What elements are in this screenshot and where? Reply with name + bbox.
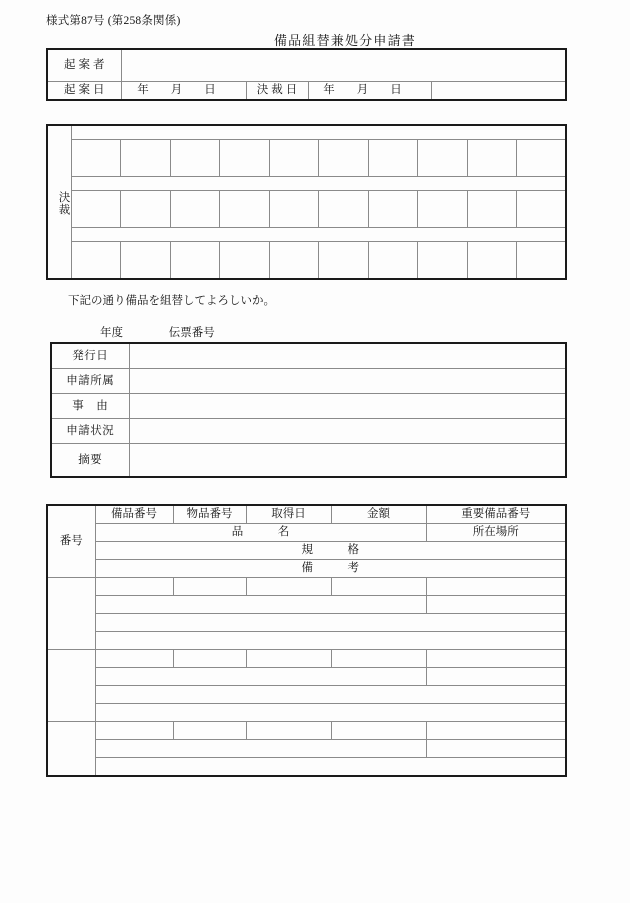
approval-stamp-cell[interactable] <box>418 191 468 228</box>
approval-stamp-cell[interactable] <box>368 140 418 177</box>
approval-strip-cell[interactable] <box>71 228 566 242</box>
date-part-day: 日 <box>204 84 216 97</box>
items-spec-cell[interactable] <box>95 686 566 704</box>
items-acquired-date-cell[interactable] <box>246 578 331 596</box>
approval-date-label: 決裁日 <box>246 82 308 101</box>
approval-stamp-cell[interactable] <box>418 242 468 280</box>
approval-stamp-cell[interactable] <box>368 242 418 280</box>
approval-strip-cell[interactable] <box>71 125 566 140</box>
info-row-label: 申請状況 <box>51 419 129 444</box>
items-acquired-date-cell[interactable] <box>246 722 331 740</box>
date-part-month: 月 <box>356 84 369 97</box>
items-acquired-date-cell[interactable] <box>246 650 331 668</box>
approval-stamp-cell[interactable] <box>467 191 517 228</box>
items-item-name-cell[interactable] <box>95 668 426 686</box>
table-row <box>47 740 566 758</box>
items-spec-header: 規 格 <box>95 542 566 560</box>
draft-table <box>46 48 567 101</box>
items-remarks-cell[interactable] <box>95 704 566 722</box>
table-row <box>47 632 566 650</box>
info-row-value[interactable] <box>129 419 566 444</box>
items-important-no-cell[interactable] <box>426 650 566 668</box>
date-part-month: 月 <box>170 84 183 97</box>
items-amount-cell[interactable] <box>331 578 426 596</box>
items-buppin-no-cell[interactable] <box>173 650 246 668</box>
table-row <box>47 242 566 280</box>
info-row-value[interactable] <box>129 444 566 478</box>
items-amount-cell[interactable] <box>331 650 426 668</box>
items-bihin-no-cell[interactable] <box>95 578 173 596</box>
approval-stamp-cell[interactable] <box>71 191 121 228</box>
items-column-header: 取得日 <box>246 505 331 524</box>
items-number-cell[interactable] <box>47 722 95 777</box>
approval-stamp-cell[interactable] <box>517 140 567 177</box>
items-buppin-no-cell[interactable] <box>173 578 246 596</box>
date-part-year: 年 <box>323 84 335 97</box>
approval-stamp-cell[interactable] <box>170 191 220 228</box>
approval-stamp-cell[interactable] <box>319 140 369 177</box>
items-location-cell[interactable] <box>426 740 566 758</box>
approval-stamp-cell[interactable] <box>467 140 517 177</box>
table-row <box>47 650 566 668</box>
table-row <box>47 82 566 101</box>
items-amount-cell[interactable] <box>331 722 426 740</box>
draft-date-field[interactable] <box>121 82 246 101</box>
table-row <box>47 686 566 704</box>
table-row <box>47 140 566 177</box>
approval-stamp-cell[interactable] <box>220 242 270 280</box>
table-row <box>47 505 566 524</box>
drafter-value-cell[interactable] <box>121 49 566 82</box>
approval-stamp-cell[interactable] <box>220 191 270 228</box>
table-row <box>47 704 566 722</box>
items-location-cell[interactable] <box>426 596 566 614</box>
table-row <box>51 444 566 478</box>
items-remarks-header: 備 考 <box>95 560 566 578</box>
application-info-table <box>50 342 567 478</box>
table-row <box>47 177 566 191</box>
table-row <box>47 524 566 542</box>
items-spec-cell[interactable] <box>95 614 566 632</box>
info-row-label: 事 由 <box>51 394 129 419</box>
approval-stamp-cell[interactable] <box>269 242 319 280</box>
items-column-header: 物品番号 <box>173 505 246 524</box>
info-row-label: 摘要 <box>51 444 129 478</box>
approval-stamp-cell[interactable] <box>517 191 567 228</box>
info-row-label: 発行日 <box>51 343 129 369</box>
table-row <box>47 49 566 82</box>
info-row-value[interactable] <box>129 369 566 394</box>
table-row <box>51 369 566 394</box>
table-row <box>47 191 566 228</box>
approval-stamp-cell[interactable] <box>220 140 270 177</box>
date-part-day: 日 <box>390 84 402 97</box>
instruction-text: 下記の通り備品を組替してよろしいか。 <box>68 295 275 307</box>
items-bihin-no-cell[interactable] <box>95 650 173 668</box>
table-row <box>47 542 566 560</box>
items-buppin-no-cell[interactable] <box>173 722 246 740</box>
items-remarks-cell[interactable] <box>95 632 566 650</box>
approval-grid-table <box>46 124 567 280</box>
items-important-no-cell[interactable] <box>426 722 566 740</box>
approval-date-field[interactable] <box>308 82 431 101</box>
table-row <box>51 394 566 419</box>
draft-extra-cell[interactable] <box>431 82 566 101</box>
items-bihin-no-cell[interactable] <box>95 722 173 740</box>
items-column-header: 金額 <box>331 505 426 524</box>
approval-stamp-cell[interactable] <box>319 191 369 228</box>
drafter-label: 起案者 <box>47 49 121 82</box>
approval-stamp-cell[interactable] <box>121 242 171 280</box>
items-item-name-header: 品 名 <box>95 524 426 542</box>
items-column-header: 備品番号 <box>95 505 173 524</box>
table-row <box>47 125 566 140</box>
items-location-cell[interactable] <box>426 668 566 686</box>
approval-stamp-cell[interactable] <box>418 140 468 177</box>
items-number-cell[interactable] <box>47 650 95 722</box>
table-row <box>47 560 566 578</box>
table-row <box>47 614 566 632</box>
table-row <box>47 596 566 614</box>
approval-stamp-cell[interactable] <box>71 242 121 280</box>
year-slip-line <box>100 324 215 340</box>
approval-stamp-cell[interactable] <box>170 242 220 280</box>
approval-stamp-cell[interactable] <box>368 191 418 228</box>
form-number: 様式第87号 (第258条関係) <box>46 15 181 27</box>
approval-strip-cell[interactable] <box>71 177 566 191</box>
year-label: 年度 <box>100 327 123 339</box>
approval-stamp-cell[interactable] <box>269 140 319 177</box>
approval-stamp-cell[interactable] <box>71 140 121 177</box>
items-important-no-cell[interactable] <box>426 578 566 596</box>
items-spec-cell[interactable] <box>95 758 566 777</box>
draft-date-label: 起案日 <box>47 82 121 101</box>
approval-stamp-cell[interactable] <box>121 140 171 177</box>
approval-stamp-cell[interactable] <box>269 191 319 228</box>
info-row-value[interactable] <box>129 343 566 369</box>
table-row <box>47 228 566 242</box>
approval-stamp-cell[interactable] <box>467 242 517 280</box>
document-title: 備品組替兼処分申請書 <box>273 33 416 48</box>
table-row <box>47 578 566 596</box>
items-number-cell[interactable] <box>47 578 95 650</box>
table-row <box>47 758 566 777</box>
table-row <box>51 343 566 369</box>
items-item-name-cell[interactable] <box>95 596 426 614</box>
items-location-header: 所在場所 <box>426 524 566 542</box>
table-row <box>47 668 566 686</box>
approval-grid-label: 決裁 <box>47 125 71 279</box>
approval-stamp-cell[interactable] <box>517 242 567 280</box>
items-item-name-cell[interactable] <box>95 740 426 758</box>
approval-stamp-cell[interactable] <box>319 242 369 280</box>
slip-number-label: 伝票番号 <box>168 327 215 339</box>
info-row-label: 申請所属 <box>51 369 129 394</box>
table-row <box>51 419 566 444</box>
items-number-header: 番号 <box>47 505 95 578</box>
items-table <box>46 504 567 777</box>
table-row <box>47 722 566 740</box>
info-row-value[interactable] <box>129 394 566 419</box>
approval-stamp-cell[interactable] <box>170 140 220 177</box>
items-column-header: 重要備品番号 <box>426 505 566 524</box>
date-part-year: 年 <box>137 84 149 97</box>
approval-stamp-cell[interactable] <box>121 191 171 228</box>
